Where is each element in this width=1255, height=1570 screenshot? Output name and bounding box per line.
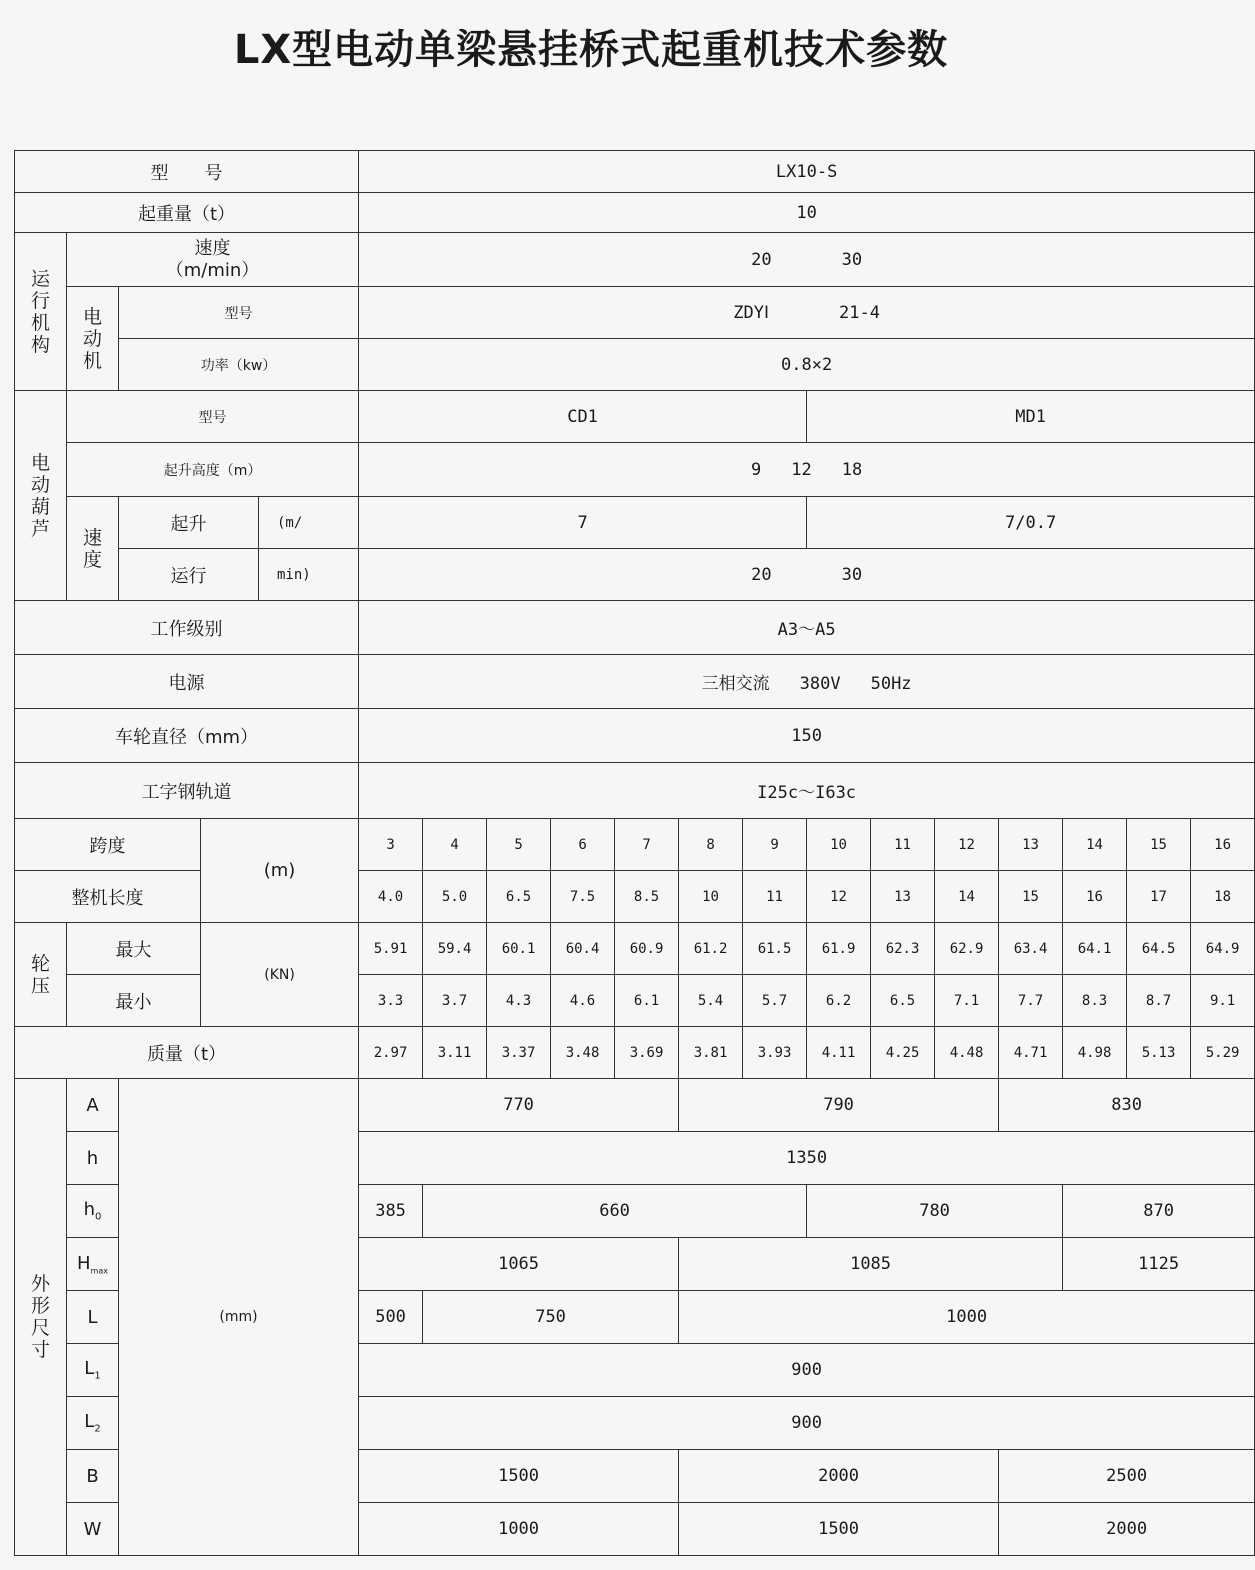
motor-group-label: 电动机 — [67, 287, 119, 391]
dim-h0-label: $h_0$ — [67, 1185, 119, 1238]
dim-Hmax-v2: 1085 — [679, 1238, 1063, 1291]
dim-h0-v2: 660 — [423, 1185, 807, 1238]
span-cell-2: 4 — [423, 819, 487, 871]
dim-B-v3: 2500 — [999, 1450, 1255, 1503]
load-min-cell-9: 6.5 — [871, 975, 935, 1027]
mass-cell-14: 5.29 — [1191, 1027, 1255, 1079]
dim-A-v3: 830 — [999, 1079, 1255, 1132]
mass-cell-11: 4.71 — [999, 1027, 1063, 1079]
row-travel-speed — [15, 233, 1255, 287]
load-min-cell-1: 3.3 — [359, 975, 423, 1027]
travel-speed-values: 20 30 — [359, 233, 1255, 287]
span-cell-7: 9 — [743, 819, 807, 871]
mass-cell-7: 3.93 — [743, 1027, 807, 1079]
dim-A-label: A — [67, 1079, 119, 1132]
load-max-cell-3: 60.1 — [487, 923, 551, 975]
row-capacity — [15, 193, 1255, 233]
load-max-cell-10: 62.9 — [935, 923, 999, 975]
spec-table — [14, 150, 1255, 1556]
row-span — [15, 819, 1255, 871]
capacity-label: 起重量（t） — [15, 193, 359, 233]
dim-L1-value: 900 — [359, 1344, 1255, 1397]
load-max-cell-13: 64.5 — [1127, 923, 1191, 975]
load-min-cell-4: 4.6 — [551, 975, 615, 1027]
row-wheel — [15, 709, 1255, 763]
length-cell-13: 17 — [1127, 871, 1191, 923]
wheel-value: 150 — [359, 709, 1255, 763]
load-min-cell-12: 8.3 — [1063, 975, 1127, 1027]
power-supply-values: 三相交流 380V 50Hz — [359, 655, 1255, 709]
wheel-load-group: 轮压 — [15, 923, 67, 1027]
hoist-height-values: 9 12 18 — [359, 443, 1255, 497]
dim-L2-label: $L_2$ — [67, 1397, 119, 1450]
power-supply-label: 电源 — [15, 655, 359, 709]
mass-cell-1: 2.97 — [359, 1027, 423, 1079]
dim-W-v3: 2000 — [999, 1503, 1255, 1556]
load-max-cell-7: 61.5 — [743, 923, 807, 975]
span-cell-9: 11 — [871, 819, 935, 871]
length-cell-2: 5.0 — [423, 871, 487, 923]
load-max-cell-4: 60.4 — [551, 923, 615, 975]
mass-cell-10: 4.48 — [935, 1027, 999, 1079]
row-hoist-height — [15, 443, 1255, 497]
load-min-cell-5: 6.1 — [615, 975, 679, 1027]
model-label: 型 号 — [15, 151, 359, 193]
length-cell-1: 4.0 — [359, 871, 423, 923]
mass-cell-4: 3.48 — [551, 1027, 615, 1079]
span-cell-3: 5 — [487, 819, 551, 871]
load-max-cell-1: 5.91 — [359, 923, 423, 975]
dim-Hmax-v1: 1065 — [359, 1238, 679, 1291]
dim-L2-value: 900 — [359, 1397, 1255, 1450]
wheel-label: 车轮直径（mm） — [15, 709, 359, 763]
mass-cell-8: 4.11 — [807, 1027, 871, 1079]
hoist-lift-md: 7/0.7 — [807, 497, 1255, 549]
load-min-cell-6: 5.4 — [679, 975, 743, 1027]
length-cell-9: 13 — [871, 871, 935, 923]
hoist-model-md: MD1 — [807, 391, 1255, 443]
hoist-speed-unit-bottom: min) — [259, 549, 359, 601]
dim-W-v2: 1500 — [679, 1503, 999, 1556]
duty-label: 工作级别 — [15, 601, 359, 655]
load-min-cell-13: 8.7 — [1127, 975, 1191, 1027]
hoist-run-values: 20 30 — [359, 549, 1255, 601]
model-value: LX10-S — [359, 151, 1255, 193]
span-cell-4: 6 — [551, 819, 615, 871]
row-dim-A — [15, 1079, 1255, 1132]
mass-cell-9: 4.25 — [871, 1027, 935, 1079]
dim-Hmax-v3: 1125 — [1063, 1238, 1255, 1291]
load-min-cell-8: 6.2 — [807, 975, 871, 1027]
load-min-cell-11: 7.7 — [999, 975, 1063, 1027]
load-min-cell-14: 9.1 — [1191, 975, 1255, 1027]
mass-label: 质量（t） — [15, 1027, 359, 1079]
travel-speed-label: 速度 （m/min） — [67, 233, 359, 287]
row-load-max — [15, 923, 1255, 975]
length-cell-5: 8.5 — [615, 871, 679, 923]
load-min-cell-10: 7.1 — [935, 975, 999, 1027]
capacity-value: 10 — [359, 193, 1255, 233]
dim-h0-v1: 385 — [359, 1185, 423, 1238]
load-min-cell-2: 3.7 — [423, 975, 487, 1027]
load-max-cell-14: 64.9 — [1191, 923, 1255, 975]
hoist-group-label: 电动葫芦 — [15, 391, 67, 601]
dim-Hmax-label: $H_{max}$ — [67, 1238, 119, 1291]
length-cell-4: 7.5 — [551, 871, 615, 923]
length-cell-12: 16 — [1063, 871, 1127, 923]
hoist-speed-unit-top: (m/ — [259, 497, 359, 549]
length-cell-6: 10 — [679, 871, 743, 923]
row-hoist-run — [15, 549, 1255, 601]
rail-label: 工字钢轨道 — [15, 763, 359, 819]
mass-cell-3: 3.37 — [487, 1027, 551, 1079]
dim-B-v2: 2000 — [679, 1450, 999, 1503]
mass-cell-6: 3.81 — [679, 1027, 743, 1079]
span-cell-12: 14 — [1063, 819, 1127, 871]
row-hoist-lift — [15, 497, 1255, 549]
row-model — [15, 151, 1255, 193]
span-cell-8: 10 — [807, 819, 871, 871]
length-cell-11: 15 — [999, 871, 1063, 923]
hoist-height-label: 起升高度（m） — [67, 443, 359, 497]
hoist-lift-label: 起升 — [119, 497, 259, 549]
motor-model-values: ZDYⅠ 21-4 — [359, 287, 1255, 339]
mass-cell-12: 4.98 — [1063, 1027, 1127, 1079]
dim-B-v1: 1500 — [359, 1450, 679, 1503]
load-min-cell-3: 4.3 — [487, 975, 551, 1027]
dim-L-v2: 750 — [423, 1291, 679, 1344]
load-max-cell-8: 61.9 — [807, 923, 871, 975]
row-rail — [15, 763, 1255, 819]
length-label: 整机长度 — [15, 871, 201, 923]
row-duty — [15, 601, 1255, 655]
span-cell-5: 7 — [615, 819, 679, 871]
hoist-model-label: 型号 — [67, 391, 359, 443]
dims-unit: (mm) — [119, 1079, 359, 1556]
dim-L-v3: 1000 — [679, 1291, 1255, 1344]
dim-h0-v4: 870 — [1063, 1185, 1255, 1238]
rail-value: I25c～I63c — [359, 763, 1255, 819]
motor-power-label: 功率（kw） — [119, 339, 359, 391]
mass-cell-13: 5.13 — [1127, 1027, 1191, 1079]
load-max-cell-9: 62.3 — [871, 923, 935, 975]
length-cell-7: 11 — [743, 871, 807, 923]
dim-L-label: L — [67, 1291, 119, 1344]
dim-h0-v3: 780 — [807, 1185, 1063, 1238]
hoist-model-cd: CD1 — [359, 391, 807, 443]
dim-W-label: W — [67, 1503, 119, 1556]
length-cell-14: 18 — [1191, 871, 1255, 923]
dim-L1-label: $L_1$ — [67, 1344, 119, 1397]
row-motor-power — [15, 339, 1255, 391]
length-cell-3: 6.5 — [487, 871, 551, 923]
load-max-cell-2: 59.4 — [423, 923, 487, 975]
row-mass — [15, 1027, 1255, 1079]
span-unit: (m) — [201, 819, 359, 923]
load-max-cell-12: 64.1 — [1063, 923, 1127, 975]
row-power-supply — [15, 655, 1255, 709]
dim-A-v2: 790 — [679, 1079, 999, 1132]
dim-W-v1: 1000 — [359, 1503, 679, 1556]
length-cell-8: 12 — [807, 871, 871, 923]
span-cell-11: 13 — [999, 819, 1063, 871]
duty-value: A3～A5 — [359, 601, 1255, 655]
dims-group-label: 外形尺寸 — [15, 1079, 67, 1556]
row-motor-model — [15, 287, 1255, 339]
dim-L-v1: 500 — [359, 1291, 423, 1344]
load-max-cell-6: 61.2 — [679, 923, 743, 975]
span-cell-14: 16 — [1191, 819, 1255, 871]
dim-A-v1: 770 — [359, 1079, 679, 1132]
load-max-cell-11: 63.4 — [999, 923, 1063, 975]
hoist-lift-cd: 7 — [359, 497, 807, 549]
mass-cell-2: 3.11 — [423, 1027, 487, 1079]
load-max-label: 最大 — [67, 923, 201, 975]
span-label: 跨度 — [15, 819, 201, 871]
span-cell-13: 15 — [1127, 819, 1191, 871]
span-cell-10: 12 — [935, 819, 999, 871]
travel-group-label: 运行机构 — [15, 233, 67, 391]
length-cell-10: 14 — [935, 871, 999, 923]
motor-model-label: 型号 — [119, 287, 359, 339]
motor-power-value: 0.8×2 — [359, 339, 1255, 391]
span-cell-1: 3 — [359, 819, 423, 871]
load-min-label: 最小 — [67, 975, 201, 1027]
page-title: LX型电动单梁悬挂桥式起重机技术参数 — [233, 27, 949, 73]
dim-h-label: h — [67, 1132, 119, 1185]
hoist-run-label: 运行 — [119, 549, 259, 601]
hoist-speed-group: 速度 — [67, 497, 119, 601]
span-cell-6: 8 — [679, 819, 743, 871]
dim-h-value: 1350 — [359, 1132, 1255, 1185]
load-max-cell-5: 60.9 — [615, 923, 679, 975]
dim-B-label: B — [67, 1450, 119, 1503]
mass-cell-5: 3.69 — [615, 1027, 679, 1079]
wheel-load-unit: (KN) — [201, 923, 359, 1027]
row-hoist-model — [15, 391, 1255, 443]
load-min-cell-7: 5.7 — [743, 975, 807, 1027]
